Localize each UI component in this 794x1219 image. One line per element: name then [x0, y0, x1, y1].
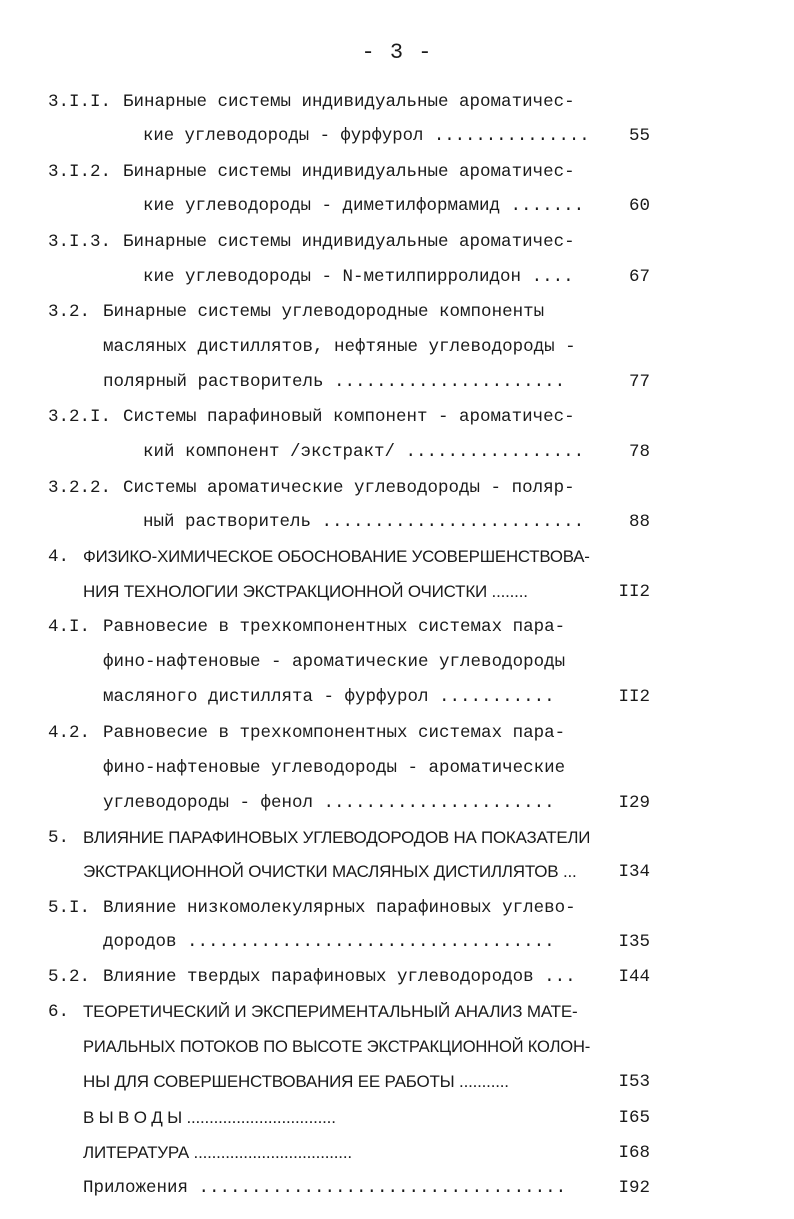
toc-entry-text: фино-нафтеновые - ароматические углеводороды: [103, 652, 566, 672]
toc-entry-page: I44: [618, 967, 650, 987]
toc-entry-text: ТЕОРЕТИЧЕСКИЙ И ЭКСПЕРИМЕНТАЛЬНЫЙ АНАЛИЗ МАТЕ-: [83, 1002, 578, 1021]
toc-entry-text: Бинарные системы углеводородные компоненты: [103, 302, 545, 322]
toc-entry-page: I29: [618, 793, 650, 813]
toc-entry-text: кий компонент /экстракт/ .................: [143, 442, 585, 462]
toc-entry-number: 3.2.: [48, 302, 91, 322]
toc-entry-text: ный растворитель .........................: [143, 512, 585, 532]
toc-entry-page: 77: [628, 372, 650, 392]
toc-entry-text: Бинарные системы индивидуальные ароматичес-: [123, 162, 575, 182]
toc-entry-page: 55: [628, 126, 650, 146]
toc-entry-text: В Ы В О Д Ы .................................: [83, 1108, 336, 1127]
toc-entry-text: Системы парафиновый компонент - ароматичес-: [123, 407, 575, 427]
toc-entry-text: Влияние низкомолекулярных парафиновых углево-: [103, 898, 576, 918]
toc-entry-text: ЛИТЕРАТУРА ...................................: [83, 1143, 352, 1162]
toc-entry-number: 3.I.I.: [48, 92, 112, 112]
toc-entry-text: Приложения ...................................: [83, 1178, 567, 1198]
toc-entry-page: I34: [618, 862, 650, 882]
toc-entry-page: 88: [628, 512, 650, 532]
toc-entry-number: 6.: [48, 1002, 70, 1022]
toc-entry-number: 3.I.3.: [48, 232, 112, 252]
toc-entry-page: II2: [618, 582, 650, 602]
toc-entry-text: полярный растворитель ......................: [103, 372, 566, 392]
toc-entry-number: 4.2.: [48, 723, 91, 743]
toc-entry-text: кие углеводороды - диметилформамид .......: [143, 196, 585, 216]
toc-entry-text: кие углеводороды - фурфурол ...............: [143, 126, 590, 146]
toc-entry-text: масляных дистиллятов, нефтяные углеводороды -: [103, 337, 576, 357]
toc-entry-text: Бинарные системы индивидуальные ароматичес-: [123, 92, 575, 112]
toc-entry-text: Бинарные системы индивидуальные ароматичес-: [123, 232, 575, 252]
toc-entry-number: 3.2.2.: [48, 478, 112, 498]
toc-entry-text: масляного дистиллята - фурфурол ...........: [103, 687, 555, 707]
toc-entry-text: кие углеводороды - N-метилпирролидон ....: [143, 267, 574, 287]
toc-entry-text: ЭКСТРАКЦИОННОЙ ОЧИСТКИ МАСЛЯНЫХ ДИСТИЛЛЯТОВ ...: [83, 862, 577, 881]
toc-entry-text: НЫ ДЛЯ СОВЕРШЕНСТВОВАНИЯ ЕЕ РАБОТЫ ...........: [83, 1072, 509, 1091]
toc-entry-text: ФИЗИКО-ХИМИЧЕСКОЕ ОБОСНОВАНИЕ УСОВЕРШЕНСТВОВА-: [83, 547, 590, 566]
toc-entry-text: ВЛИЯНИЕ ПАРАФИНОВЫХ УГЛЕВОДОРОДОВ НА ПОКАЗАТЕЛИ: [83, 828, 591, 847]
toc-entry-page: I92: [618, 1178, 650, 1198]
toc-entry-text: Равновесие в трехкомпонентных системах пара-: [103, 723, 566, 743]
page-number: - 3 -: [361, 40, 433, 65]
toc-entry-number: 4.: [48, 547, 70, 567]
toc-entry-text: НИЯ ТЕХНОЛОГИИ ЭКСТРАКЦИОННОЙ ОЧИСТКИ ........: [83, 582, 528, 601]
toc-entry-number: 4.I.: [48, 617, 91, 637]
toc-entry-text: Системы ароматические углеводороды - поляр-: [123, 478, 575, 498]
toc-entry-text: Равновесие в трехкомпонентных системах пара-: [103, 617, 566, 637]
toc-entry-number: 5.: [48, 828, 70, 848]
toc-entry-text: РИАЛЬНЫХ ПОТОКОВ ПО ВЫСОТЕ ЭКСТРАКЦИОННОЙ КОЛОН-: [83, 1037, 591, 1056]
toc-entry-page: II2: [618, 687, 650, 707]
toc-entry-text: дородов ...................................: [103, 932, 555, 952]
toc-entry-page: 67: [628, 267, 650, 287]
toc-entry-page: I53: [618, 1072, 650, 1092]
toc-entry-number: 3.2.I.: [48, 407, 112, 427]
toc-entry-page: I65: [618, 1108, 650, 1128]
toc-entry-text: Влияние твердых парафиновых углеводородов ...: [103, 967, 576, 987]
toc-entry-page: I35: [618, 932, 650, 952]
toc-entry-page: 78: [628, 442, 650, 462]
toc-entry-number: 5.I.: [48, 898, 91, 918]
toc-entry-text: углеводороды - фенол ......................: [103, 793, 555, 813]
toc-entry-page: I68: [618, 1143, 650, 1163]
toc-entry-number: 3.I.2.: [48, 162, 112, 182]
toc-entry-text: фино-нафтеновые углеводороды - ароматические: [103, 758, 566, 778]
toc-entry-number: 5.2.: [48, 967, 91, 987]
toc-entry-page: 60: [628, 196, 650, 216]
